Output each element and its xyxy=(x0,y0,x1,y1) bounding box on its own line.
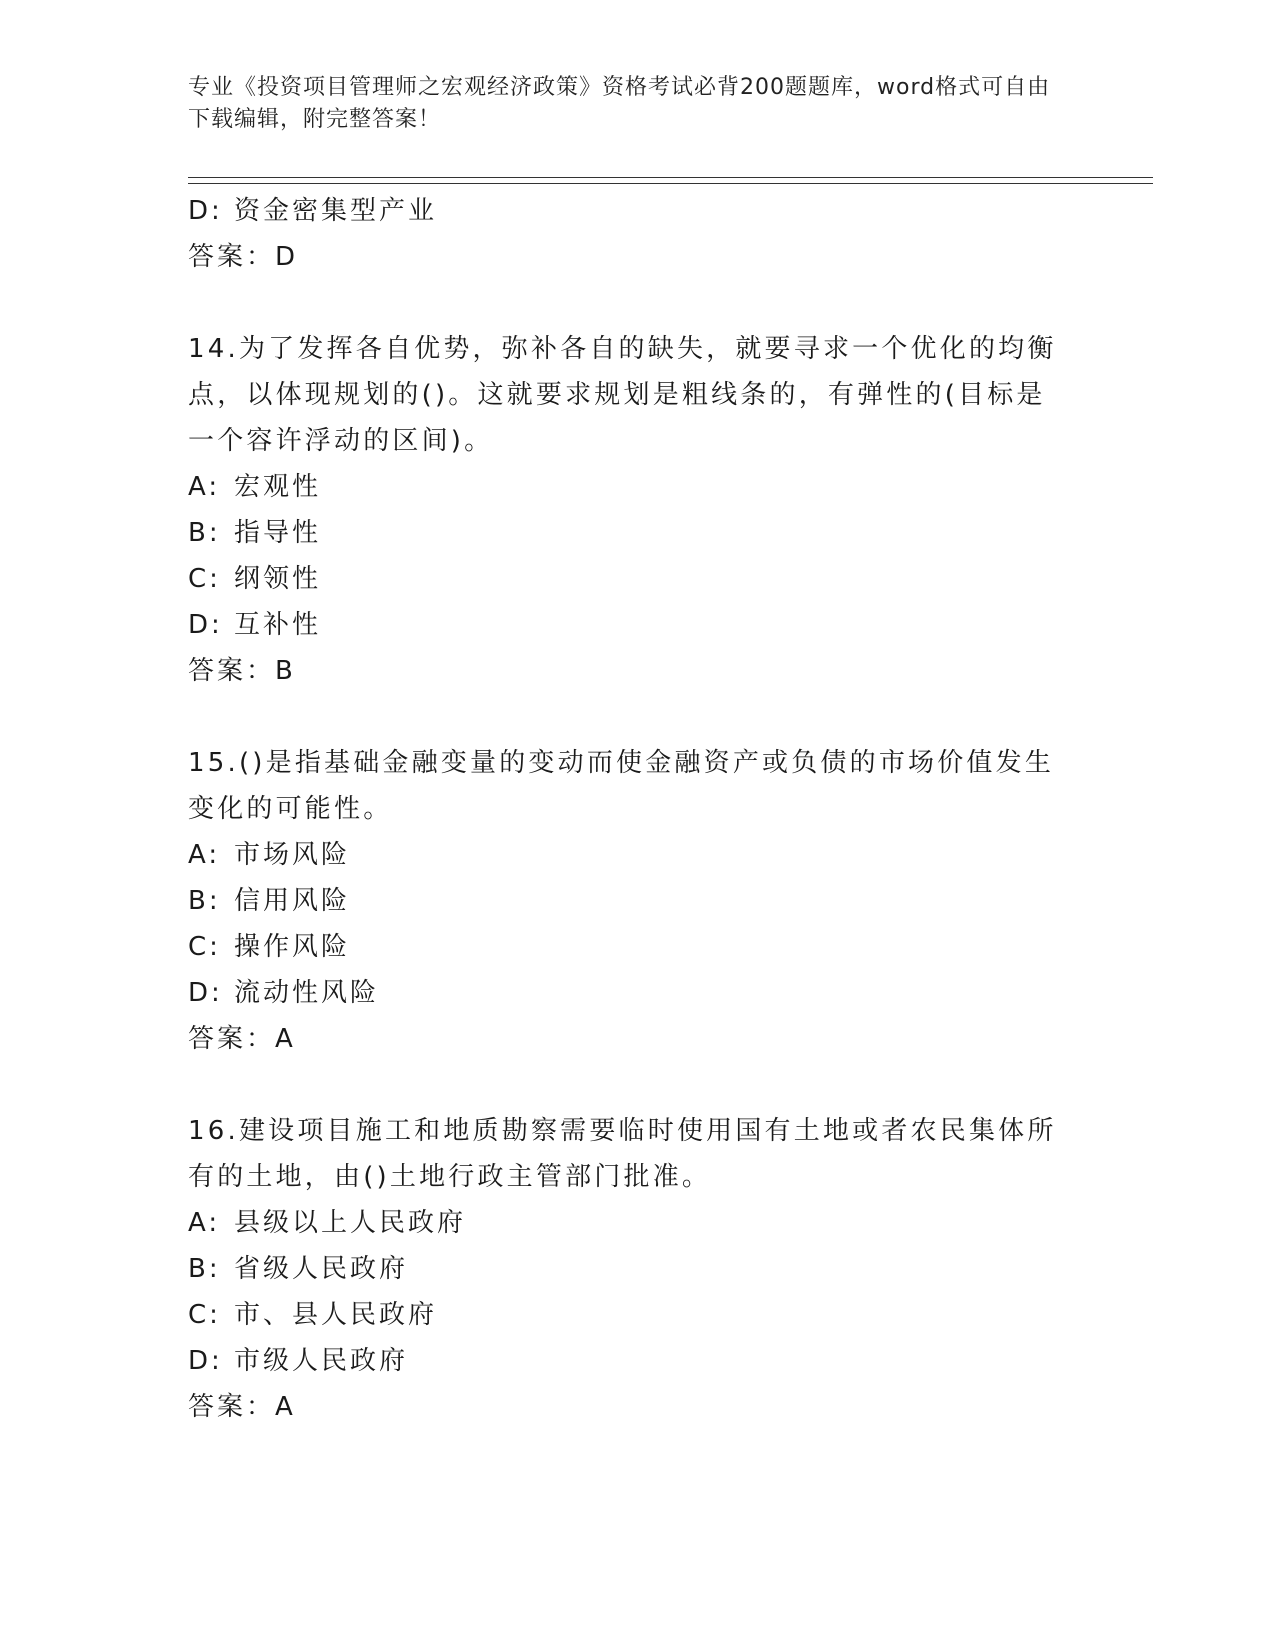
question-15 xyxy=(188,740,1068,1062)
option-key: C: xyxy=(188,932,221,962)
option-a xyxy=(188,1200,1068,1246)
spacer xyxy=(188,280,1068,326)
question-14 xyxy=(188,326,1068,694)
answer-line xyxy=(188,1016,1068,1062)
spacer xyxy=(188,1062,1068,1108)
option-text: 纲领性 xyxy=(234,564,322,594)
option-a xyxy=(188,464,1068,510)
option-b xyxy=(188,1246,1068,1292)
option-c xyxy=(188,924,1068,970)
answer-value: A xyxy=(275,1392,295,1422)
answer-value: D xyxy=(275,242,298,272)
spacer xyxy=(188,694,1068,740)
option-key: A: xyxy=(188,472,221,502)
question-16 xyxy=(188,1108,1068,1430)
option-text: 资金密集型产业 xyxy=(234,196,438,226)
option-c xyxy=(188,1292,1068,1338)
option-text: 省级人民政府 xyxy=(234,1254,409,1284)
option-key: D: xyxy=(188,1346,223,1376)
option-key: B: xyxy=(188,518,221,548)
answer-line xyxy=(188,1384,1068,1430)
option-d xyxy=(188,188,1068,234)
document-header: 专业《投资项目管理师之宏观经济政策》资格考试必背200题题库，word格式可自由下载编辑，附完整答案！ xyxy=(188,75,1051,132)
option-a xyxy=(188,832,1068,878)
option-key: C: xyxy=(188,564,221,594)
answer-label: 答案： xyxy=(188,656,276,686)
option-d xyxy=(188,970,1068,1016)
option-d xyxy=(188,602,1068,648)
option-key: A: xyxy=(188,1208,221,1238)
answer-label: 答案： xyxy=(188,1392,276,1422)
option-b xyxy=(188,510,1068,556)
question-stem: 16.建设项目施工和地质勘察需要临时使用国有土地或者农民集体所有的土地，由()土地行政主管部门批准。 xyxy=(188,1116,1057,1192)
answer-value: B xyxy=(275,656,295,686)
option-text: 操作风险 xyxy=(234,932,351,962)
answer-line xyxy=(188,648,1068,694)
question-stem: 14.为了发挥各自优势，弥补各自的缺失，就要寻求一个优化的均衡点，以体现规划的()。这就要求规划是粗线条的，有弹性的(目标是一个容许浮动的区间)。 xyxy=(188,334,1057,456)
option-text: 市级人民政府 xyxy=(234,1346,409,1376)
answer-label: 答案： xyxy=(188,242,276,272)
option-text: 市场风险 xyxy=(234,840,351,870)
option-text: 宏观性 xyxy=(234,472,322,502)
question-content xyxy=(188,188,1068,1430)
question-stem: 15.()是指基础金融变量的变动而使金融资产或负债的市场价值发生变化的可能性。 xyxy=(188,748,1055,824)
answer-value: A xyxy=(275,1024,295,1054)
header-divider-top xyxy=(188,177,1153,178)
option-b xyxy=(188,878,1068,924)
option-c xyxy=(188,556,1068,602)
option-text: 信用风险 xyxy=(234,886,351,916)
option-key: D: xyxy=(188,610,223,640)
option-d xyxy=(188,1338,1068,1384)
option-text: 指导性 xyxy=(234,518,322,548)
option-text: 互补性 xyxy=(234,610,322,640)
answer-label: 答案： xyxy=(188,1024,276,1054)
option-key: B: xyxy=(188,886,221,916)
option-text: 市、县人民政府 xyxy=(234,1300,438,1330)
option-key: D: xyxy=(188,978,223,1008)
answer-line xyxy=(188,234,1068,280)
header-divider-bottom xyxy=(188,183,1153,184)
option-text: 县级以上人民政府 xyxy=(234,1208,467,1238)
option-key: B: xyxy=(188,1254,221,1284)
option-key: C: xyxy=(188,1300,221,1330)
option-key: A: xyxy=(188,840,221,870)
option-key: D: xyxy=(188,196,223,226)
option-text: 流动性风险 xyxy=(234,978,380,1008)
